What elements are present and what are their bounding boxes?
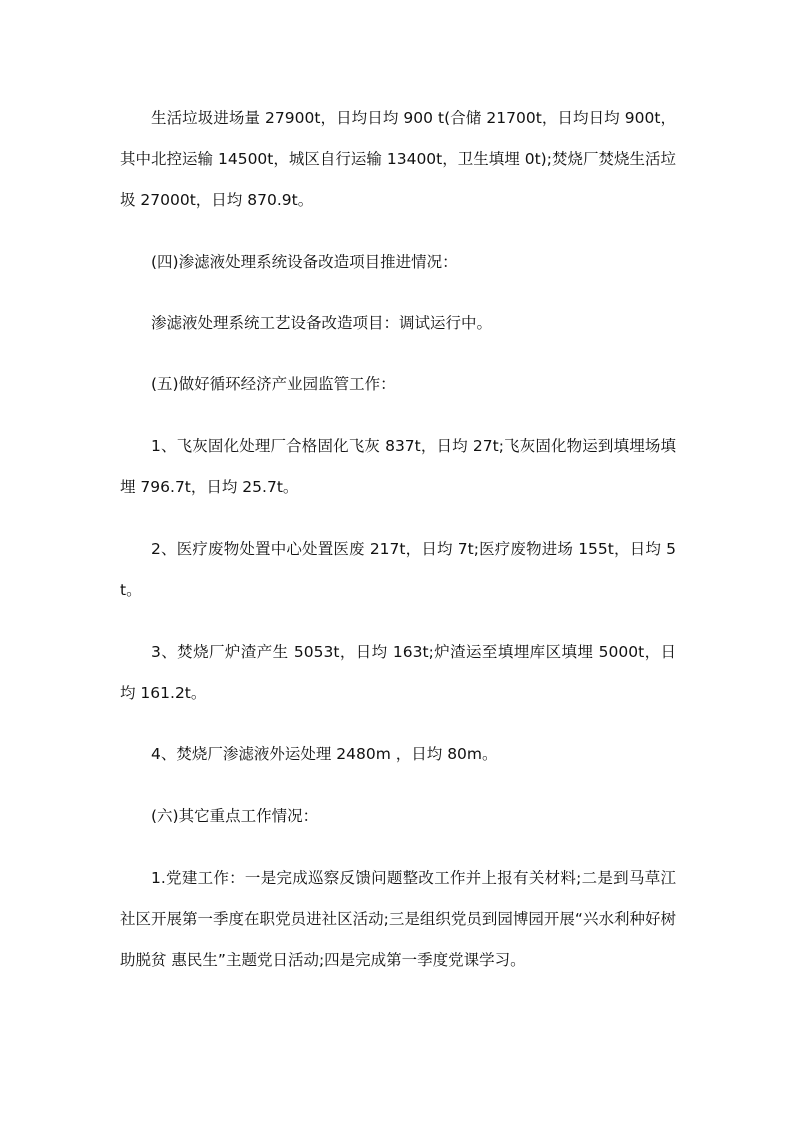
list-item-fly-ash: 1、飞灰固化处理厂合格固化飞灰 837t，日均 27t;飞灰固化物运到填埋场填埋 796.7t，日均 25.7t。	[120, 437, 676, 496]
list-item-medical-waste: 2、医疗废物处置中心处置医废 217t，日均 7t;医疗废物进场 155t，日均 5t。	[120, 540, 676, 599]
heading-section-5: (五)做好循环经济产业园监管工作：	[151, 375, 396, 393]
list-item-slag: 3、焚烧厂炉渣产生 5053t，日均 163t;炉渣运至填埋库区填埋 5000t，日均 161.2t。	[120, 643, 676, 702]
list-item-party-building: 1.党建工作：一是完成巡察反馈问题整改工作并上报有关材料;二是到马草江社区开展第一季度在职党员进社区活动;三是组织党员到园博园开展“兴水利种好树助脱贫 惠民生”主题党日活动;四是完成第一季度党课学习。	[120, 869, 676, 969]
heading-section-4: (四)渗滤液处理系统设备改造项目推进情况：	[151, 253, 458, 271]
paragraph-leachate-status: 渗滤液处理系统工艺设备改造项目：调试运行中。	[151, 314, 493, 332]
list-item-leachate-transport: 4、焚烧厂渗滤液外运处理 2480m ，日均 80m。	[151, 745, 498, 763]
paragraph-waste-intake: 生活垃圾进场量 27900t，日均日均 900 t(合储 21700t，日均日均 900t，其中北控运输 14500t，城区自行运输 13400t，卫生填埋 0t);焚烧厂焚烧生活垃圾 27000t，日均 870.9t。	[120, 109, 676, 209]
heading-section-6: (六)其它重点工作情况：	[151, 807, 319, 825]
